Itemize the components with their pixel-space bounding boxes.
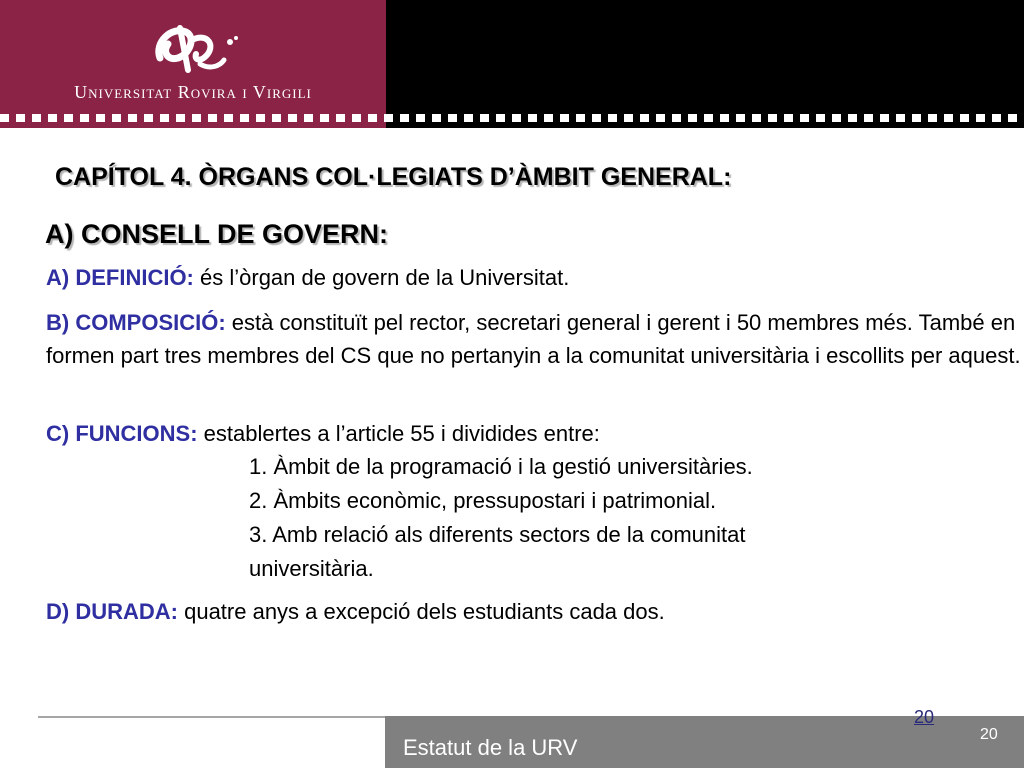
- function-item: 2. Àmbits econòmic, pressupostari i patrimonial.: [249, 488, 717, 513]
- definition-label: A) DEFINICIÓ:: [46, 265, 194, 290]
- duration-label: D) DURADA:: [46, 599, 178, 624]
- functions-paragraph: [46, 417, 600, 450]
- functions-label: C) FUNCIONS:: [46, 421, 198, 446]
- duration-text: quatre anys a excepció dels estudiants cada dos.: [177, 599, 665, 624]
- functions-text: establertes a l’article 55 i dividides entre:: [197, 421, 600, 446]
- footer-title: Estatut de la URV: [403, 735, 578, 760]
- function-item: 1. Àmbit de la programació i la gestió universitàries.: [249, 454, 753, 479]
- page-number-link[interactable]: 20: [914, 707, 935, 727]
- page-number: 20: [980, 726, 998, 743]
- university-logo-icon: [150, 20, 240, 80]
- definition-paragraph: [46, 261, 569, 294]
- header-bar: [0, 0, 1024, 128]
- definition-text: és l’òrgan de govern de la Universitat.: [193, 265, 570, 290]
- function-item: 3. Amb relació als diferents sectors de la comunitat: [249, 522, 746, 547]
- header-dash-divider: [0, 114, 1024, 122]
- chapter-title: CAPÍTOL 4. ÒRGANS COL·LEGIATS D’ÀMBIT GENERAL:: [55, 163, 732, 191]
- footer-divider: [38, 716, 398, 718]
- duration-paragraph: [46, 595, 665, 628]
- composition-paragraph: [46, 306, 1021, 372]
- brand-panel: [0, 0, 386, 128]
- composition-label: B) COMPOSICIÓ:: [46, 310, 226, 335]
- composition-text: està constituït pel rector, secretari general i gerent i 50 membres més. També en formen part tres membres del CS que no pertanyin a la comunitat universitària i escollits per aquest.: [46, 310, 1021, 368]
- university-name: Universitat Rovira i Virgili: [74, 82, 312, 102]
- functions-list: [249, 450, 753, 586]
- function-item-continuation: universitària.: [249, 556, 374, 581]
- section-title: A) CONSELL DE GOVERN:: [45, 219, 389, 249]
